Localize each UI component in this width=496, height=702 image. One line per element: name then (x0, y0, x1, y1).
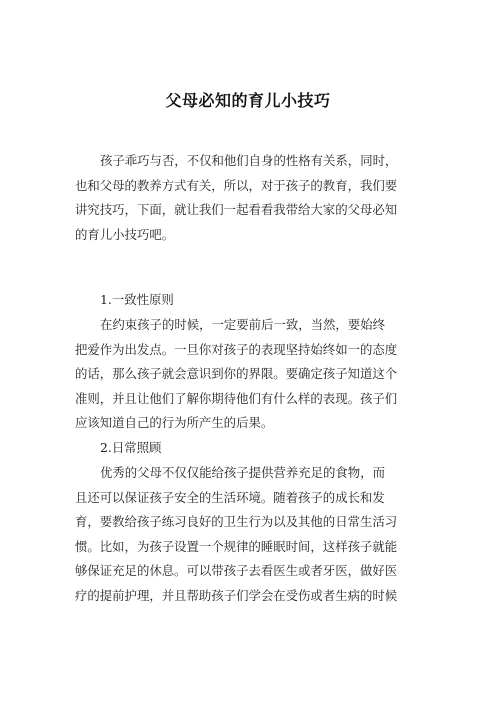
section-heading: 1.一致性原则 (100, 292, 174, 307)
intro-line: 也和父母的教养方式有关，所以，对于孩子的教育，我们要 (75, 177, 398, 193)
intro-line: 的育儿小技巧吧。 (75, 226, 175, 242)
section-paragraph (75, 313, 420, 436)
section-line: 准则，并且让他们了解你期待他们有什么样的表现。孩子们 (75, 390, 398, 406)
section-line: 疗的提前护理，并且帮助孩子们学会在受伤或者生病的时候 (75, 587, 398, 603)
section-line: 惯。比如，为孩子设置一个规律的睡眠时间，这样孩子就能 (75, 538, 398, 554)
section-line: 的话，那么孩子就会意识到你的界限。要确定孩子知道这个 (75, 366, 398, 382)
intro-paragraph (75, 149, 420, 247)
intro-line: 孩子乖巧与否，不仅和他们自身的性格有关系，同时， (100, 153, 398, 168)
section-line: 且还可以保证孩子安全的生活环境。随着孩子的成长和发 (75, 489, 385, 505)
section-line: 优秀的父母不仅仅能给孩子提供营养充足的食物，而 (100, 465, 385, 480)
section-line: 在约束孩子的时候，一定要前后一致，当然，要始终 (100, 317, 385, 332)
section-paragraph (75, 461, 420, 609)
section-line: 把爱作为出发点。一旦你对孩子的表现坚持始终如一的态度 (75, 341, 398, 357)
section-heading: 2.日常照顾 (100, 440, 162, 455)
section-line: 育，要教给孩子练习良好的卫生行为以及其他的日常生活习 (75, 514, 398, 530)
intro-line: 讲究技巧，下面，就让我们一起看看我带给大家的父母必知 (75, 202, 398, 218)
document-title: 父母必知的育儿小技巧 (165, 91, 331, 110)
section-line: 够保证充足的休息。可以带孩子去看医生或者牙医，做好医 (75, 563, 398, 579)
section-line: 应该知道自己的行为所产生的后果。 (75, 415, 274, 431)
